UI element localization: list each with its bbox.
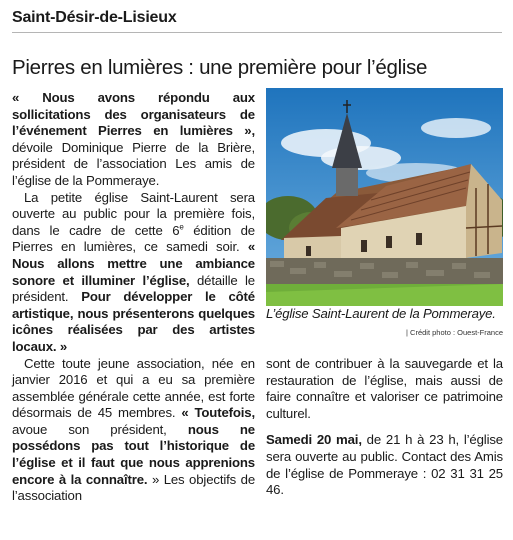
article-body-right-column	[266, 356, 503, 499]
body-text: avoue son président,	[12, 421, 188, 437]
photo-caption	[266, 306, 503, 322]
caption-text: L’église Saint-Laurent de la Pommeraye.	[266, 306, 496, 321]
body-text: dévoile Dominique Pierre de la Brière, président de l’association Les amis de l’église de la Pommeraye.	[12, 139, 255, 188]
article-headline: Pierres en lumières : une première pour l’église	[12, 56, 428, 79]
photo-credit: | Crédit photo : Ouest-France	[406, 328, 503, 337]
body-quote: « Nous allons mettre une ambiance sonore et illuminer l’église,	[12, 239, 255, 288]
body-paragraph	[12, 190, 255, 356]
body-quote: nous ne possédons pas tout l’historique de l’église et il faut que nous apprenions encore à la connaître.	[12, 421, 255, 487]
body-paragraph	[266, 432, 503, 498]
article-kicker: Saint-Désir-de-Lisieux	[12, 8, 502, 33]
body-paragraph: sont de contribuer à la sauvegarde et la restauration de l’église, mais aussi de faire connaître et valoriser ce patrimoine culturel.	[266, 356, 503, 421]
event-date: Samedi 20 mai,	[266, 432, 362, 448]
body-quote: « Nous avons répondu aux sollicitations des organisateurs de l’événement Pierres en lumières »,	[12, 90, 255, 139]
body-quote: « Toutefois,	[181, 405, 255, 421]
body-paragraph	[12, 90, 255, 190]
body-text: édition de Pierres en lumières, ce samedi soir.	[12, 222, 255, 255]
body-paragraph	[12, 356, 255, 505]
article-body-left-column	[12, 90, 255, 505]
superscript: e	[179, 222, 184, 232]
body-text: Cette toute jeune association, née en janvier 2016 et qui a eu sa première assemblée générale cette année, est forte désormais de 45 membres.	[12, 355, 255, 421]
body-text: » Les objectifs de l’association	[12, 471, 255, 504]
body-text: La petite église Saint-Laurent sera ouverte au public pour la première fois, dans le cadre de cette 6	[12, 189, 255, 238]
body-text: de 21 h à 23 h, l’église sera ouverte au public. Contact des Amis de l’église de Pommeraye : 02 31 31 25 46.	[266, 432, 503, 498]
church-photo	[266, 88, 503, 306]
body-text: détaille le président.	[12, 272, 255, 305]
body-quote: Pour développer le côté artistique, nous présenterons quelques icônes réalisées par des artistes locaux. »	[12, 289, 255, 354]
